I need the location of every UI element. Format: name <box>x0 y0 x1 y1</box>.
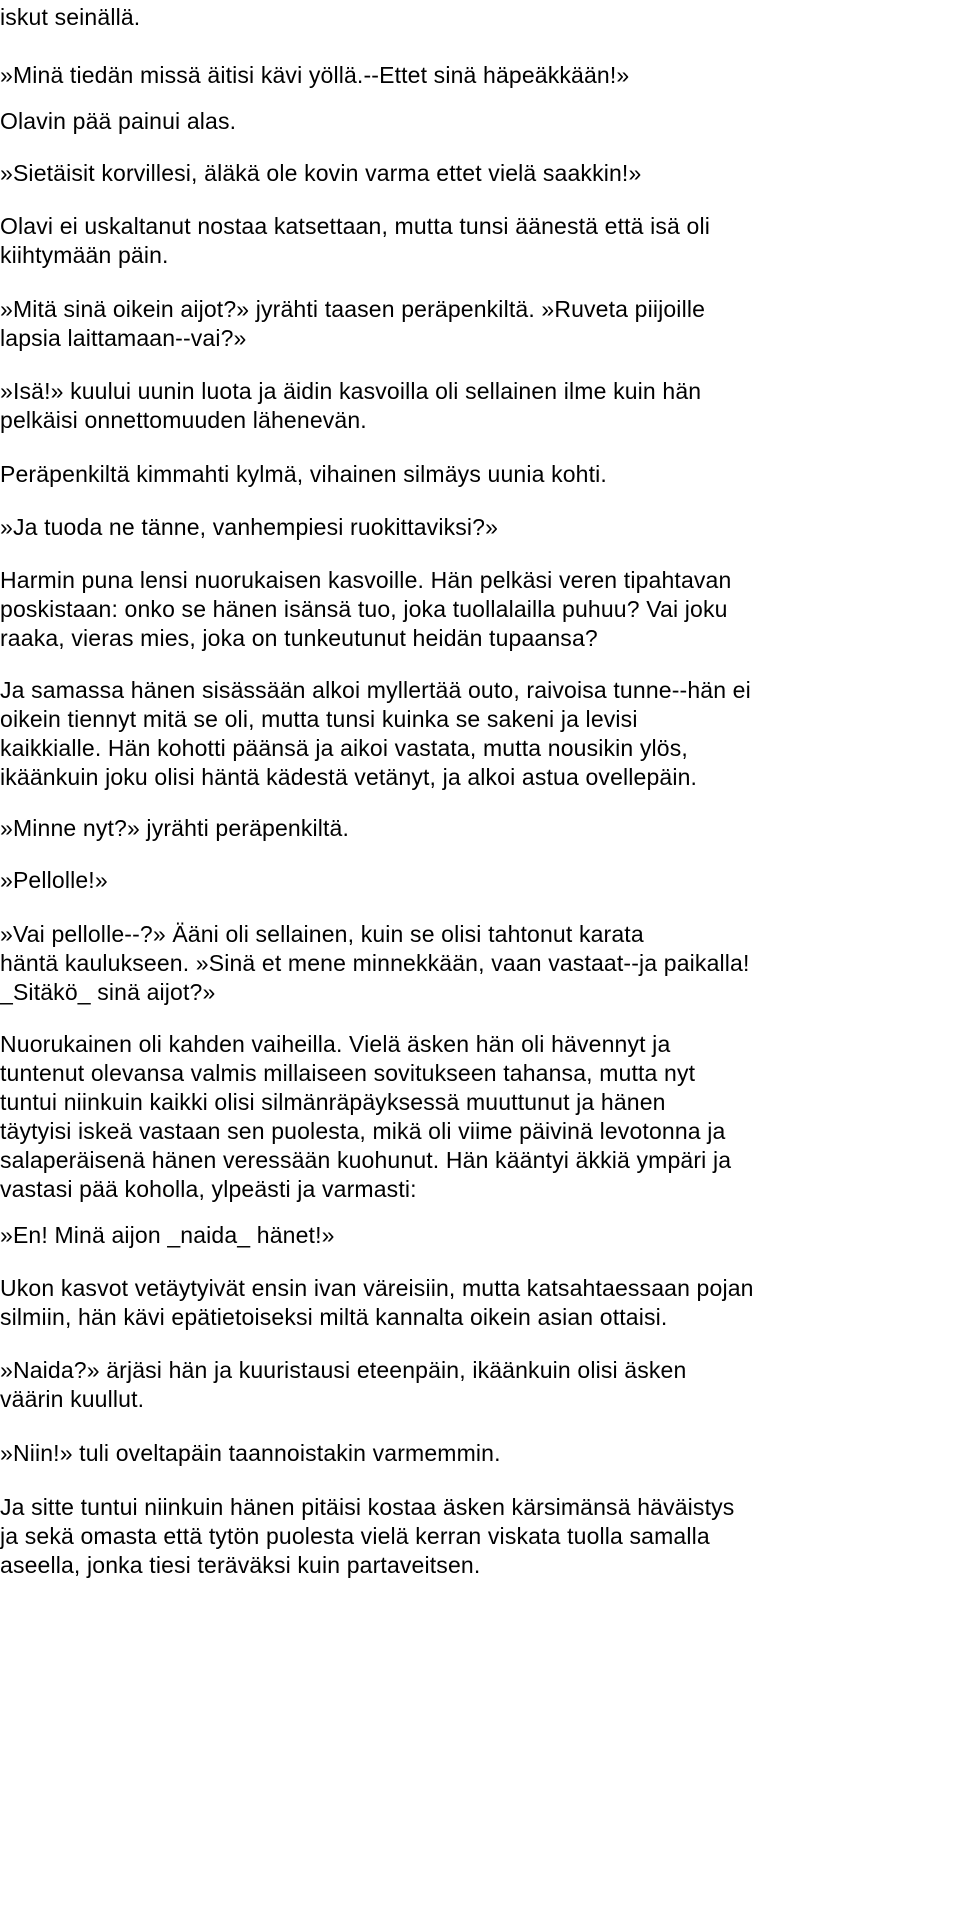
text-line: raaka, vieras mies, joka on tunkeutunut heidän tupaansa? <box>0 625 598 651</box>
text-line: »Niin!» tuli oveltapäin taannoistakin varmemmin. <box>0 1440 501 1466</box>
text-line: »Naida?» ärjäsi hän ja kuuristausi eteenpäin, ikäänkuin olisi äsken <box>0 1357 687 1383</box>
paragraph <box>0 107 236 136</box>
paragraph <box>0 814 349 843</box>
text-line: Ja sitte tuntui niinkuin hänen pitäisi kostaa äsken kärsimänsä häväistys <box>0 1494 735 1520</box>
paragraph <box>0 3 140 32</box>
text-line: poskistaan: onko se hänen isänsä tuo, joka tuollalailla puhuu? Vai joku <box>0 596 728 622</box>
text-line: »Vai pellolle--?» Ääni oli sellainen, kuin se olisi tahtonut karata <box>0 921 644 947</box>
text-line: »Pellolle!» <box>0 867 108 893</box>
paragraph <box>0 566 731 653</box>
text-line: kiihtymään päin. <box>0 242 169 268</box>
text-line: vastasi pää koholla, ylpeästi ja varmasti: <box>0 1176 417 1202</box>
paragraph <box>0 377 701 435</box>
paragraph <box>0 1356 686 1414</box>
paragraph <box>0 212 710 270</box>
text-line: »Minne nyt?» jyrähti peräpenkiltä. <box>0 815 350 841</box>
paragraph <box>0 159 641 188</box>
text-line: Ja samassa hänen sisässään alkoi myllertää outo, raivoisa tunne--hän ei <box>0 677 751 703</box>
paragraph <box>0 866 108 895</box>
text-line: Nuorukainen oli kahden vaiheilla. Vielä äsken hän oli hävennyt ja <box>0 1031 671 1057</box>
text-line: tuntenut olevansa valmis millaiseen sovitukseen tahansa, mutta nyt <box>0 1060 696 1086</box>
text-line: iskut seinällä. <box>0 4 141 30</box>
text-line: Olavin pää painui alas. <box>0 108 237 134</box>
paragraph <box>0 920 750 1007</box>
text-line: salaperäisenä hänen veressään kuohunut. Hän kääntyi äkkiä ympäri ja <box>0 1147 732 1173</box>
text-line: lapsia laittamaan--vai?» <box>0 325 247 351</box>
text-line: aseella, jonka tiesi teräväksi kuin partaveitsen. <box>0 1552 481 1578</box>
text-line: ja sekä omasta että tytön puolesta vielä kerran viskata tuolla samalla <box>0 1523 710 1549</box>
paragraph <box>0 1274 754 1332</box>
text-line: »Ja tuoda ne tänne, vanhempiesi ruokittaviksi?» <box>0 514 499 540</box>
text-line: »Sietäisit korvillesi, äläkä ole kovin varma ettet vielä saakkin!» <box>0 160 642 186</box>
text-line: pelkäisi onnettomuuden lähenevän. <box>0 407 367 433</box>
text-line: kaikkialle. Hän kohotti päänsä ja aikoi vastata, mutta nousikin ylös, <box>0 735 688 761</box>
text-line: »Minä tiedän missä äitisi kävi yöllä.--Ettet sinä häpeäkkään!» <box>0 62 630 88</box>
paragraph <box>0 460 607 489</box>
text-line: silmiin, hän kävi epätietoiseksi miltä kannalta oikein asian ottaisi. <box>0 1304 668 1330</box>
text-line: Harmin puna lensi nuorukaisen kasvoille. Hän pelkäsi veren tipahtavan <box>0 567 732 593</box>
text-line: Peräpenkiltä kimmahti kylmä, vihainen silmäys uunia kohti. <box>0 461 607 487</box>
text-line: Ukon kasvot vetäytyivät ensin ivan väreisiin, mutta katsahtaessaan pojan <box>0 1275 754 1301</box>
paragraph <box>0 513 498 542</box>
text-line: tuntui niinkuin kaikki olisi silmänräpäyksessä muuttunut ja hänen <box>0 1089 666 1115</box>
text-line: häntä kaulukseen. »Sinä et mene minnekkään, vaan vastaat--ja paikalla! <box>0 950 750 976</box>
text-line: Olavi ei uskaltanut nostaa katsettaan, mutta tunsi äänestä että isä oli <box>0 213 711 239</box>
paragraph <box>0 1439 501 1468</box>
text-line: väärin kuullut. <box>0 1386 145 1412</box>
text-line: oikein tiennyt mitä se oli, mutta tunsi kuinka se sakeni ja levisi <box>0 706 638 732</box>
paragraph <box>0 295 705 353</box>
paragraph <box>0 1221 335 1250</box>
text-line: »En! Minä aijon _naida_ hänet!» <box>0 1222 335 1248</box>
paragraph <box>0 676 751 792</box>
paragraph <box>0 1493 734 1580</box>
paragraph <box>0 1030 731 1204</box>
text-line: ikäänkuin joku olisi häntä kädestä vetänyt, ja alkoi astua ovellepäin. <box>0 764 698 790</box>
text-line: »Mitä sinä oikein aijot?» jyrähti taasen peräpenkiltä. »Ruveta piijoille <box>0 296 706 322</box>
text-line: _Sitäkö_ sinä aijot?» <box>0 979 216 1005</box>
text-line: täytyisi iskeä vastaan sen puolesta, mikä oli viime päivinä levotonna ja <box>0 1118 726 1144</box>
paragraph <box>0 61 629 90</box>
text-line: »Isä!» kuului uunin luota ja äidin kasvoilla oli sellainen ilme kuin hän <box>0 378 702 404</box>
